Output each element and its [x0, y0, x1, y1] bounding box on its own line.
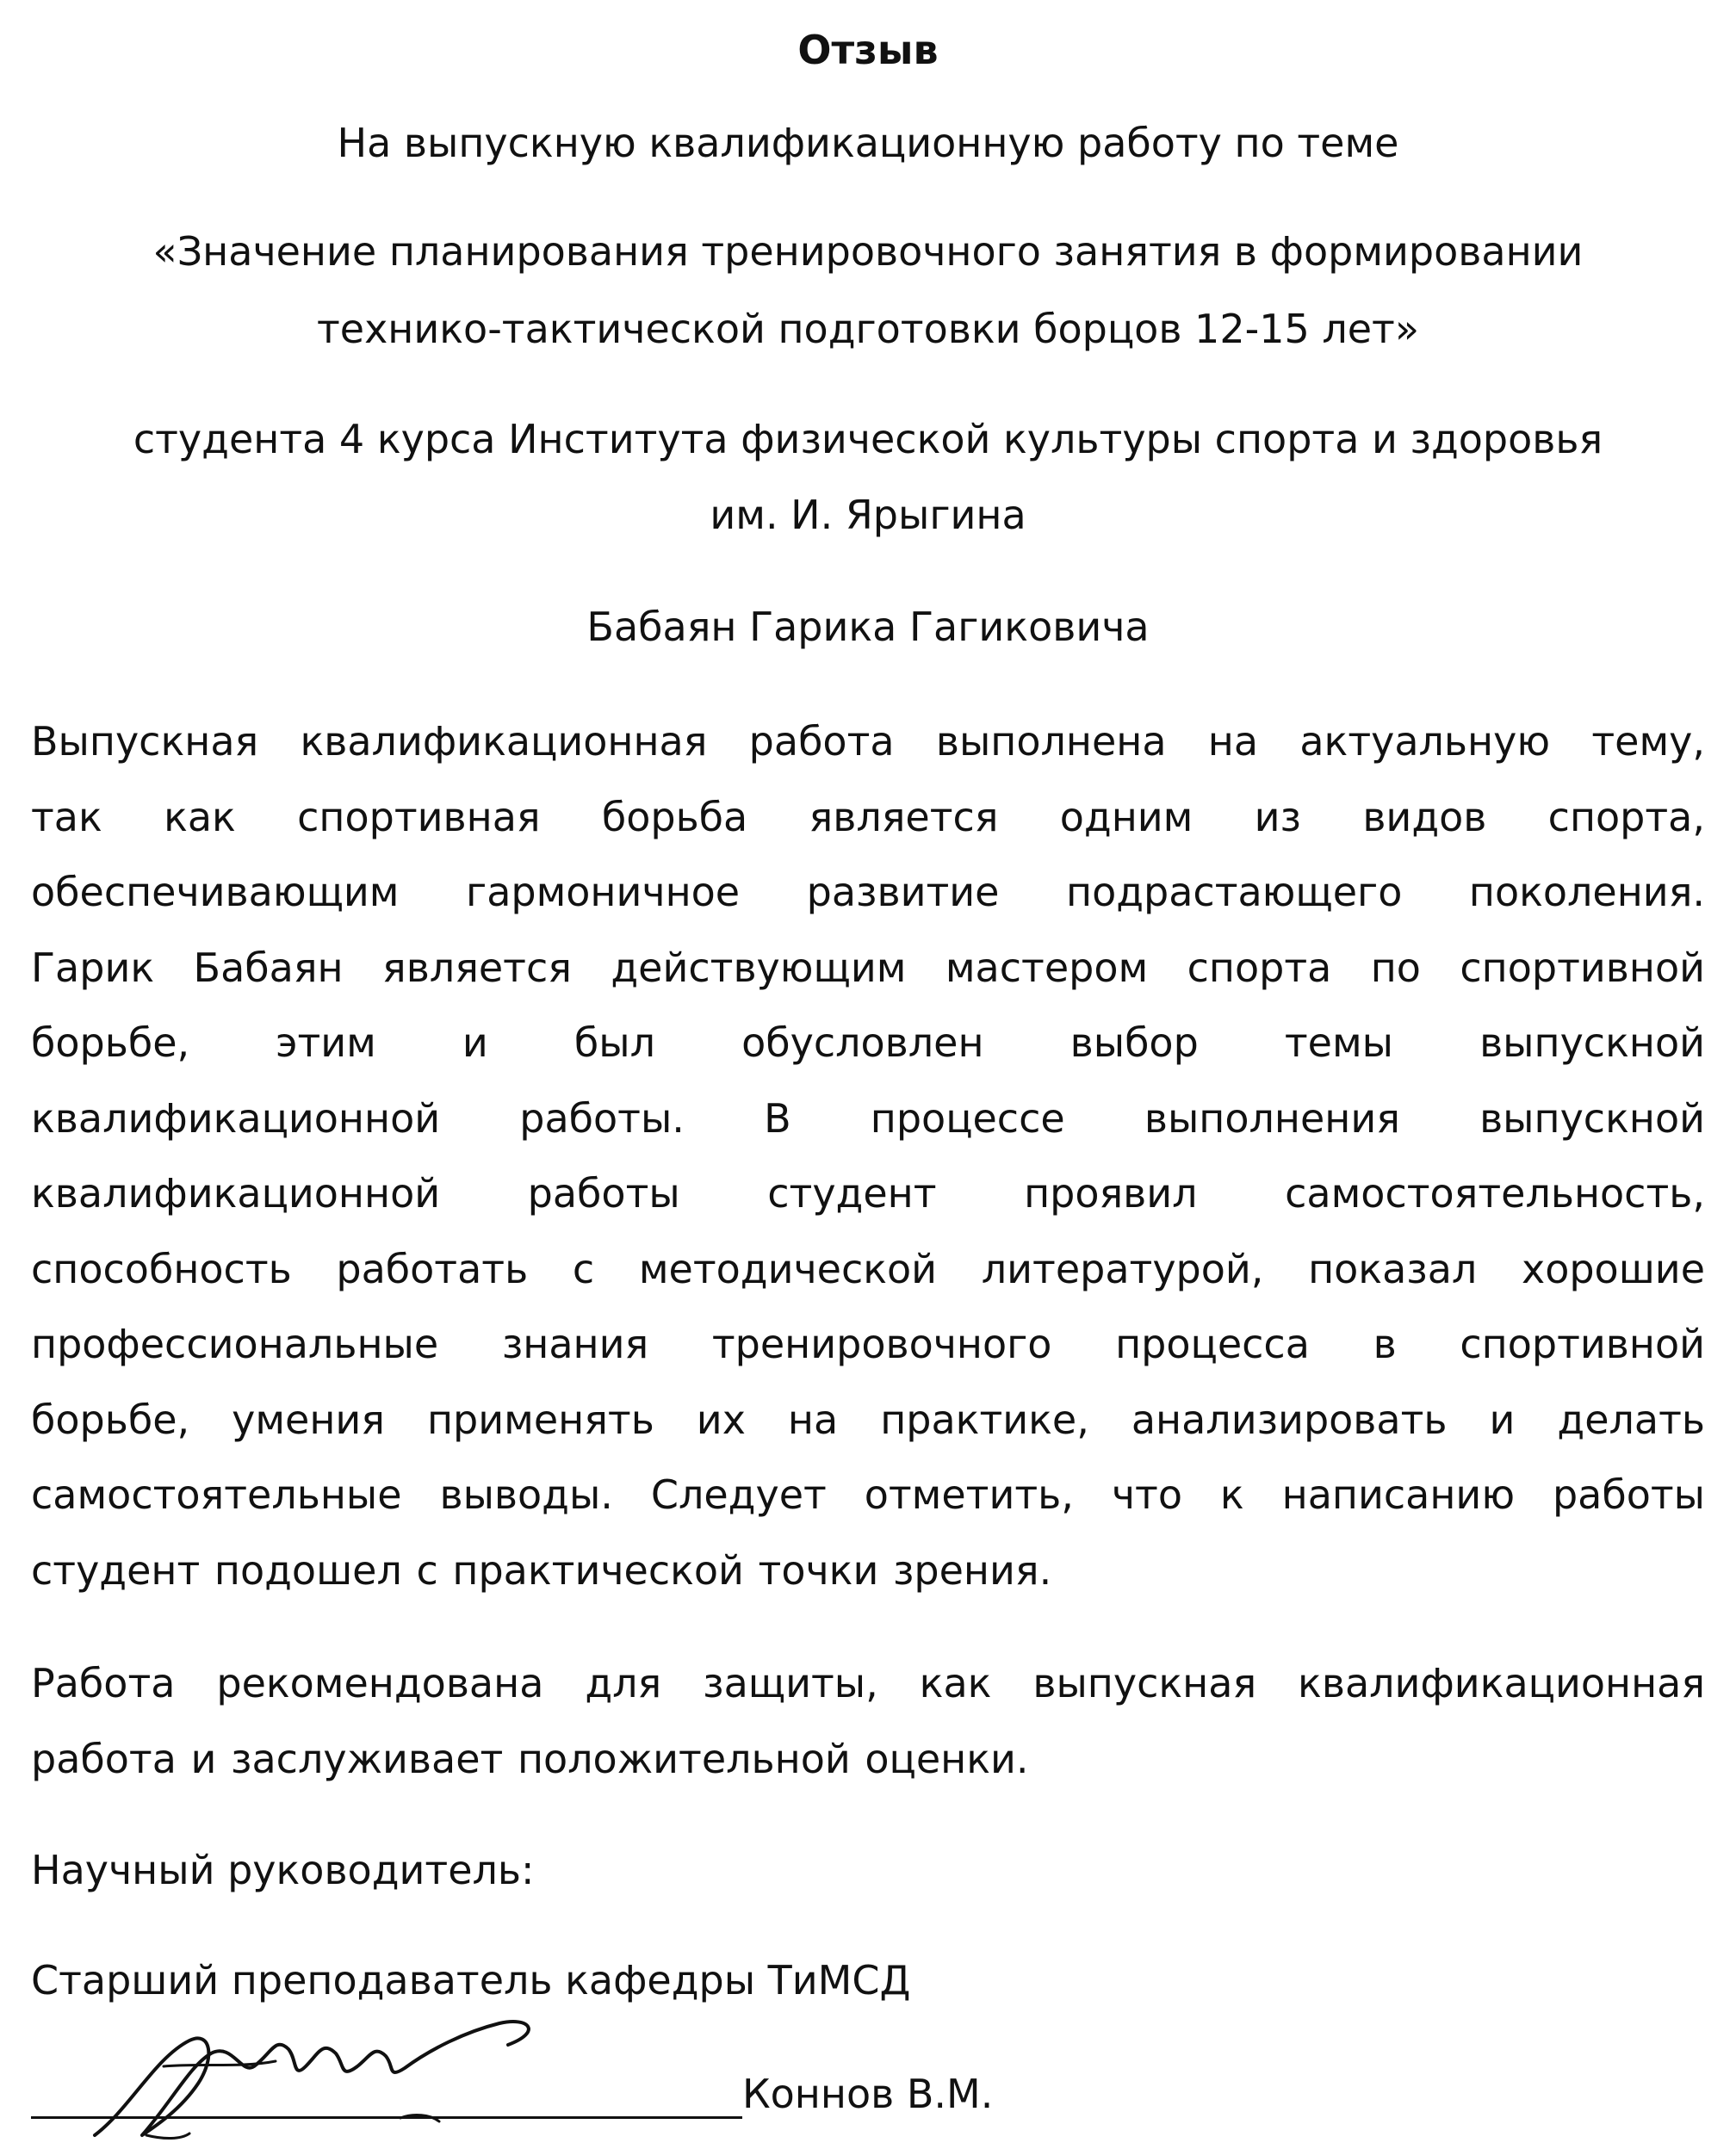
recommendation-line: Работа рекомендована для защиты, как выпускная квалификационная: [31, 1660, 1705, 1706]
body-line: обеспечивающим гармоничное развитие подрастающего поколения.: [31, 869, 1705, 915]
topic-line-2: технико-тактической подготовки борцов 12-15 лет»: [316, 306, 1419, 352]
body-line: профессиональные знания тренировочного процесса в спортивной: [31, 1321, 1705, 1367]
review-body: [31, 704, 1705, 1608]
body-line: самостоятельные выводы. Следует отметить, что к написанию работы: [31, 1471, 1705, 1518]
body-line: борьбе, умения применять их на практике, анализировать и делать: [31, 1396, 1705, 1443]
handwritten-signature: [60, 2006, 577, 2149]
body-line: так как спортивная борьба является одним из видов спорта,: [31, 793, 1705, 840]
supervisor-name: Коннов В.М.: [742, 2071, 994, 2117]
body-line: студент подошел с практической точки зрения.: [31, 1546, 1052, 1594]
topic-line-1: «Значение планирования тренировочного занятия в формировании: [152, 228, 1584, 275]
body-line: борьбе, этим и был обусловлен выбор темы выпускной: [31, 1019, 1705, 1066]
document-title: Отзыв: [797, 27, 939, 73]
body-line: квалификационной работы. В процессе выполнения выпускной: [31, 1094, 1705, 1142]
supervisor-position: Старший преподаватель кафедры ТиМСД: [31, 1957, 911, 2003]
student-line-1: студента 4 курса Института физической культуры спорта и здоровья: [133, 416, 1603, 462]
document-subtitle: На выпускную квалификационную работу по теме: [337, 120, 1399, 166]
supervisor-label: Научный руководитель:: [31, 1847, 535, 1893]
body-line: способность работать с методической литературой, показал хорошие: [31, 1245, 1705, 1292]
student-name: Бабаян Гарика Гагиковича: [586, 604, 1150, 650]
student-line-2: им. И. Ярыгина: [710, 492, 1026, 538]
body-line: Выпускная квалификационная работа выполнена на актуальную тему,: [31, 718, 1705, 765]
body-line: квалификационной работы студент проявил самостоятельность,: [31, 1170, 1705, 1217]
signature-line: [31, 2116, 742, 2119]
recommendation: [31, 1646, 1705, 1797]
body-line: Гарик Бабаян является действующим мастером спорта по спортивной: [31, 944, 1705, 991]
recommendation-line: работа и заслуживает положительной оценки.: [31, 1735, 1029, 1782]
